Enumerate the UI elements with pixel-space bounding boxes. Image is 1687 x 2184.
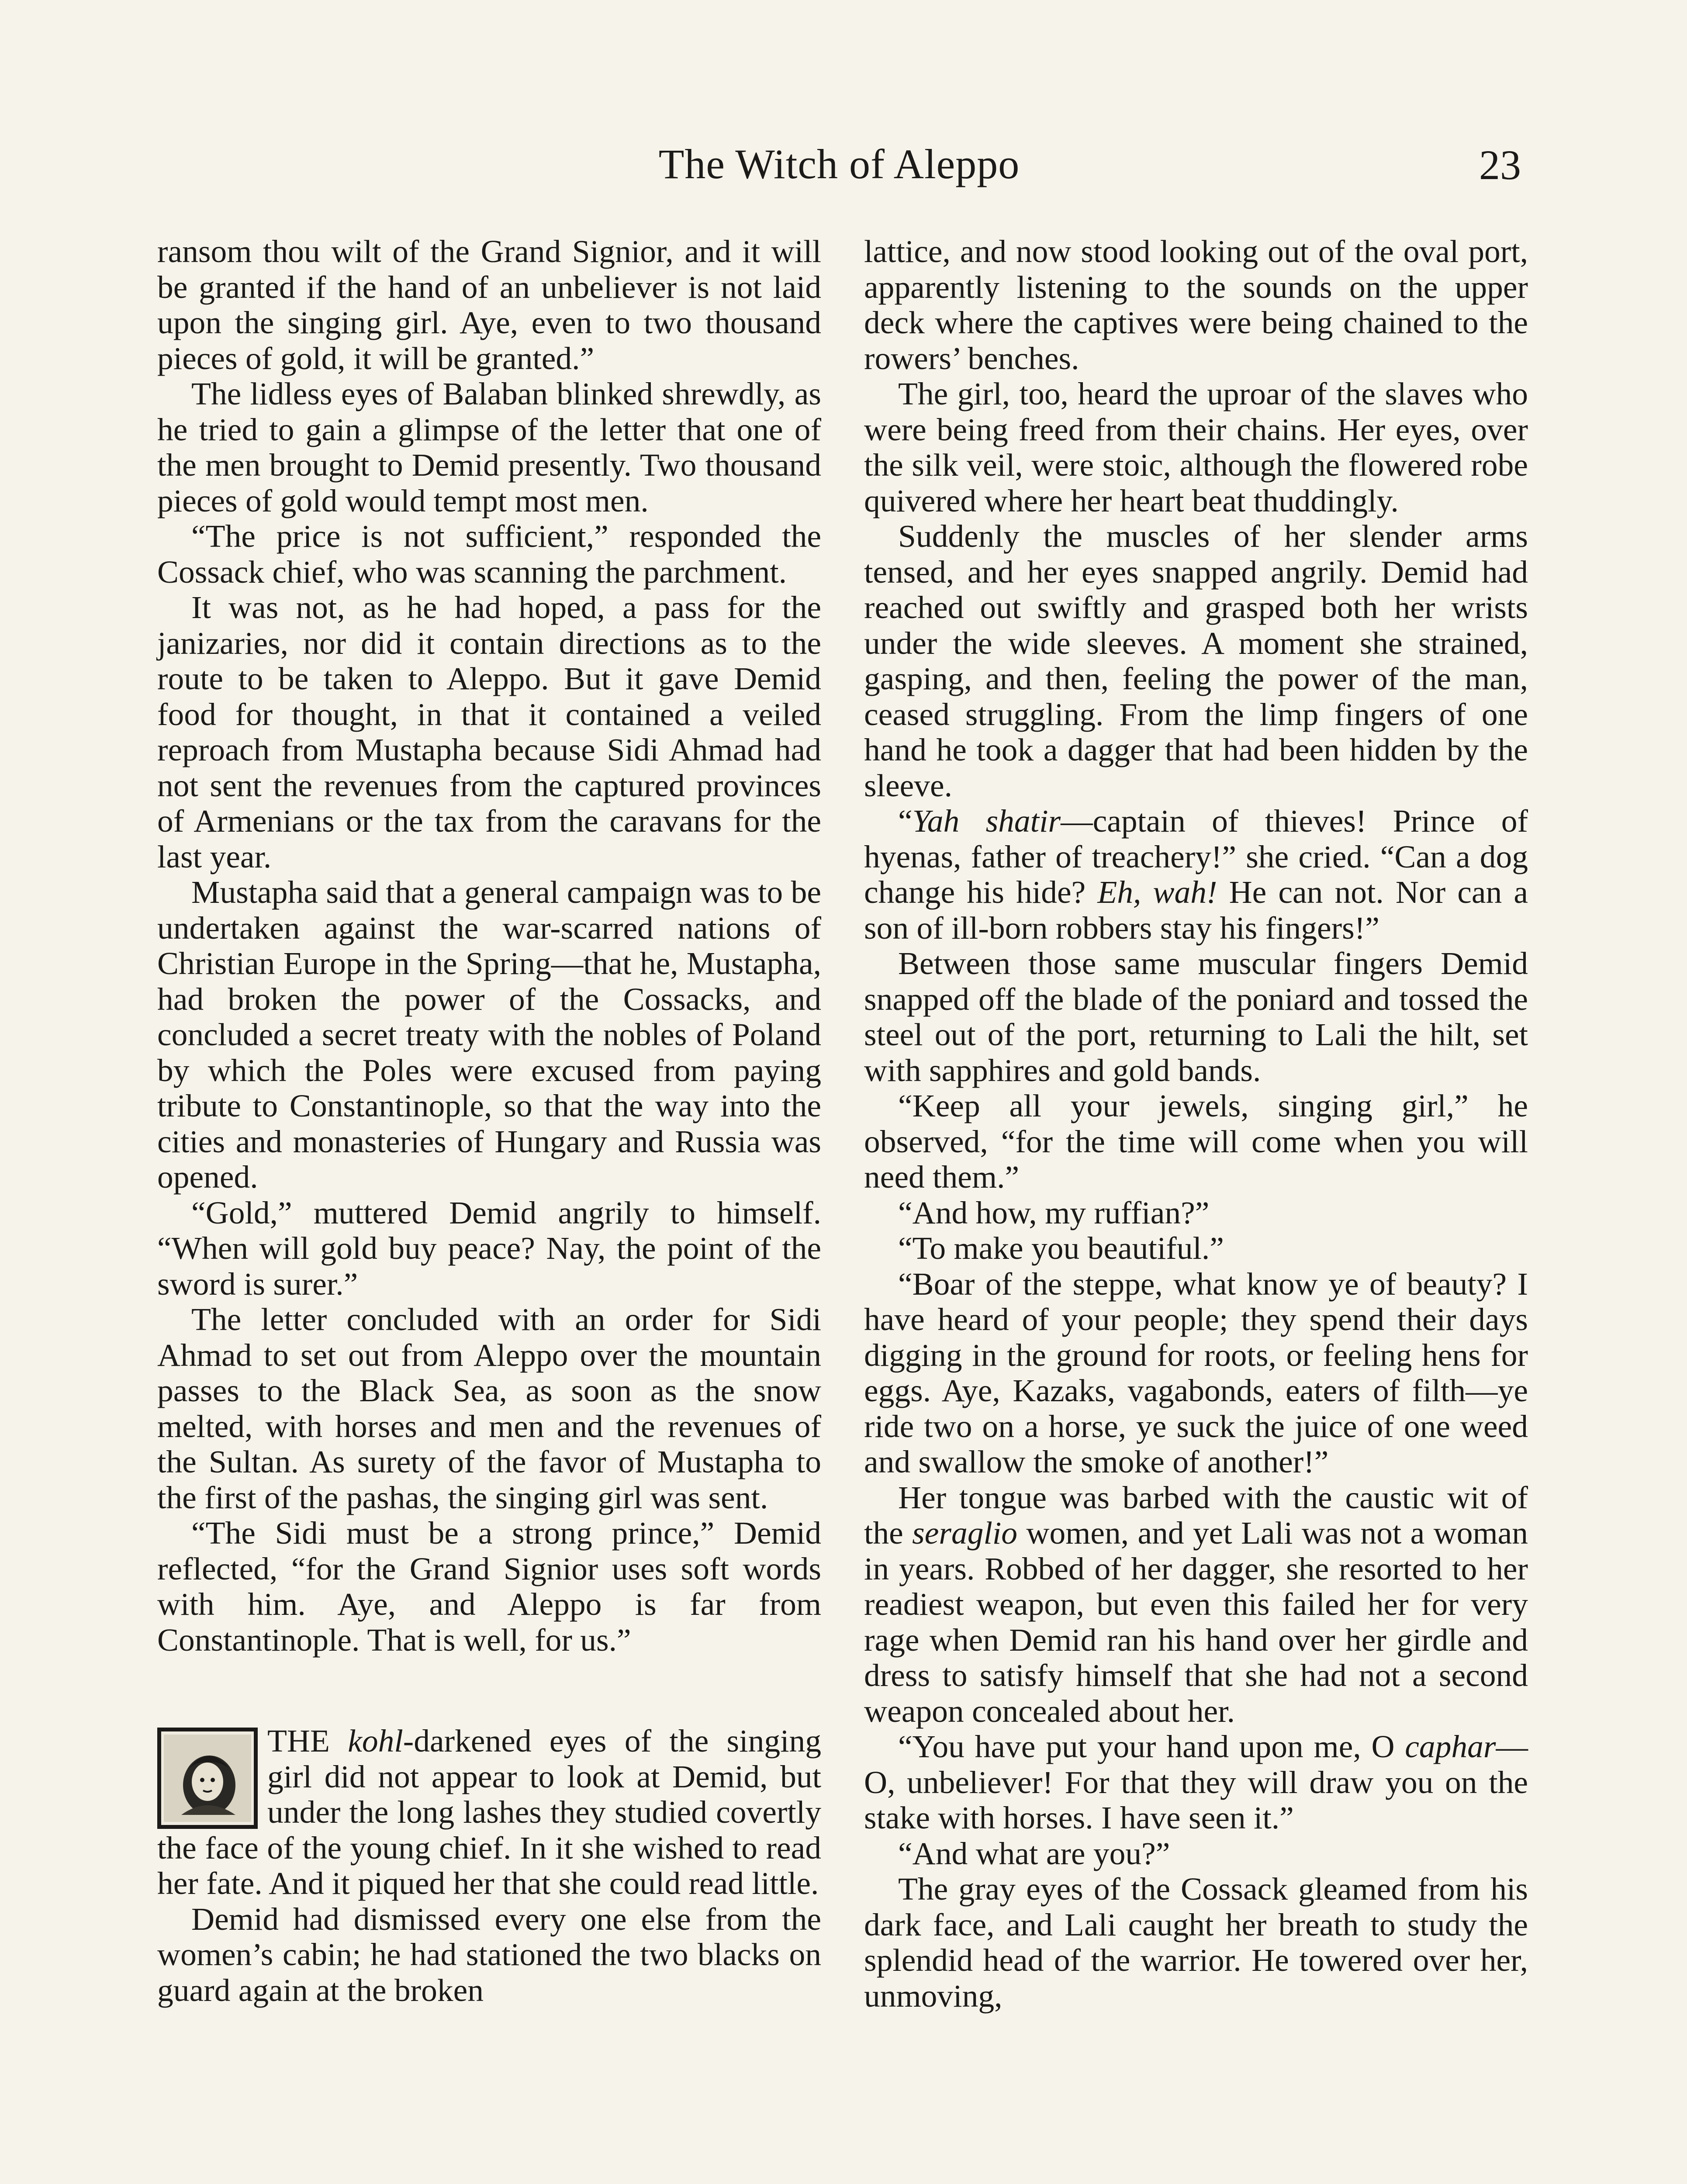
running-header (157, 131, 1521, 192)
dropcap-rest: -darkened eyes of the singing girl did not appear to look at Demid, but under the long lashes they studied covertly the face of the young chief. In it she wished to read her fate. And it piqued her that she could read little. (157, 1723, 821, 1901)
paragraph: Suddenly the muscles of her slender arms tensed, and her eyes snapped angrily. Demid had reached out swiftly and grasped both her wrists under the wide sleeves. A moment she strained, gasping, and then, feeling the power of the man, ceased struggling. From the limp fingers of one hand he took a dagger that had been hidden by the sleeve. (864, 518, 1528, 803)
italic-term: kohl (348, 1723, 403, 1759)
paragraph: The letter concluded with an order for Sidi Ahmad to set out from Aleppo over the mountain passes to the Black Sea, as soon as the snow melted, with horses and men and the revenues of the Sultan. As surety of the favor of Mustapha to the first of the pashas, the singing girl was sent. (157, 1302, 821, 1515)
paragraph: lattice, and now stood looking out of the oval port, apparently listening to the sounds on the upper deck where the captives were being chained to the rowers’ benches. (864, 234, 1528, 376)
paragraph: Mustapha said that a general campaign was to be undertaken against the war-scarred nations of Christian Europe in the Spring—that he, Mustapha, had broken the power of the Cossacks, and concluded a secret treaty with the nobles of Poland by which the Poles were excused from paying tribute to Constantinople, so that the way into the cities and monasteries of Hungary and Russia was opened. (157, 874, 821, 1195)
paragraph: It was not, as he had hoped, a pass for the janizaries, nor did it contain directions as to the route to be taken to Aleppo. But it gave Demid food for thought, in that it contained a veiled reproach from Mustapha because Sidi Ahmad had not sent the revenues from the captured provinces of Armenians or the tax from the caravans for the last year. (157, 590, 821, 874)
paragraph: ransom thou wilt of the Grand Signior, and it will be granted if the hand of an unbeliever is not laid upon the singing girl. Aye, even to two thousand pieces of gold, it will be granted.” (157, 234, 821, 376)
paragraph: “To make you beautiful.” (898, 1230, 1224, 1266)
paragraph: “And what are you?” (898, 1835, 1170, 1871)
portrait-vignette-icon (157, 1728, 258, 1829)
paragraph: “And how, my ruffian?” (898, 1195, 1210, 1230)
italic-term: Yah shatir (912, 803, 1061, 839)
paragraph: “Keep all your jewels, singing girl,” he observed, “for the time will come when you will need them.” (864, 1088, 1528, 1195)
running-title: The Witch of Aleppo (658, 141, 1020, 187)
paragraph (864, 803, 1528, 946)
paragraph: “The price is not sufficient,” responded the Cossack chief, who was scanning the parchment. (157, 518, 821, 590)
text-run: “You have put your hand upon me, O (898, 1729, 1405, 1764)
italic-term: Eh, wah! (1097, 874, 1217, 910)
paragraph: “The Sidi must be a strong prince,” Demid reflected, “for the Grand Signior uses soft words with him. Aye, and Aleppo is far from Constantinople. That is well, for us.” (157, 1515, 821, 1658)
paragraph: The girl, too, heard the uproar of the slaves who were being freed from their chains. Her eyes, over the silk veil, were stoic, although the flowered robe quivered where her heart beat thuddingly. (864, 376, 1528, 518)
text-run: —captain of thieves! Prince of hyenas, father of treachery!” she cried. “Can a dog change his hide? (864, 803, 1528, 910)
text-run: He can not. Nor can a son of ill-born robbers stay his fingers!” (864, 874, 1528, 946)
text-run: —O, unbeliever! For that they will draw you on the stake with horses. I have seen it.” (864, 1729, 1528, 1835)
paragraph: Between those same muscular fingers Demid snapped off the blade of the poniard and tossed the steel out of the port, returning to Lali the hilt, set with sapphires and gold bands. (864, 946, 1528, 1088)
italic-term: seraglio (912, 1515, 1018, 1551)
paragraph: Demid had dismissed every one else from the women’s cabin; he had stationed the two blacks on guard again at the broken (157, 1901, 821, 2008)
paragraph (157, 1723, 821, 1901)
paragraph (864, 1729, 1528, 1836)
section-break (157, 1658, 821, 1723)
right-column (864, 234, 1528, 2014)
text-run: women, and yet Lali was not a woman in years. Robbed of her dagger, she resorted to her readiest weapon, but even this failed her for very rage when Demid ran his hand over her girdle and dress to satisfy himself that she had not a second weapon concealed about her. (864, 1515, 1528, 1729)
paragraph (864, 1480, 1528, 1729)
italic-term: caphar (1405, 1729, 1496, 1764)
left-column (157, 234, 821, 2008)
page-number: 23 (1479, 142, 1521, 188)
paragraph: “Gold,” muttered Demid angrily to himself. “When will gold buy peace? Nay, the point of the sword is surer.” (157, 1195, 821, 1302)
text-run: Her tongue was barbed with the caustic wit of the (864, 1479, 1528, 1551)
quote-open: “ (898, 803, 913, 839)
dropcap-lead: THE (267, 1723, 348, 1759)
paragraph: The gray eyes of the Cossack gleamed from his dark face, and Lali caught her breath to study the splendid head of the warrior. He towered over her, unmoving, (864, 1871, 1528, 2014)
paragraph: “Boar of the steppe, what know ye of beauty? I have heard of your people; they spend their days digging in the ground for roots, or feeling hens for eggs. Aye, Kazaks, vagabonds, eaters of filth—ye ride two on a horse, ye suck the juice of one weed and swallow the smoke of another!” (864, 1266, 1528, 1479)
paragraph: The lidless eyes of Balaban blinked shrewdly, as he tried to gain a glimpse of the letter that one of the men brought to Demid presently. Two thousand pieces of gold would tempt most men. (157, 376, 821, 518)
